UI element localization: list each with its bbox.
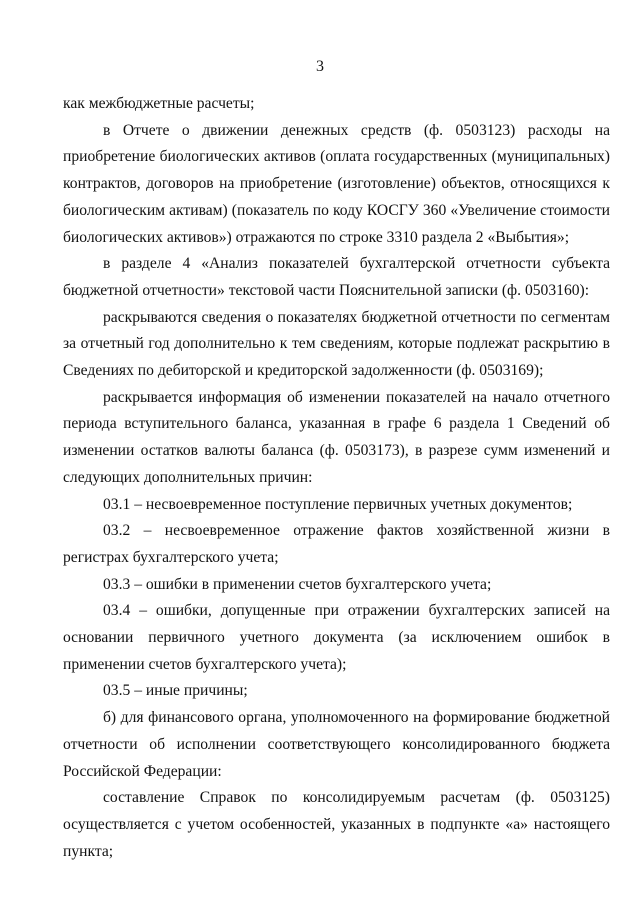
page-number: 3 [316,58,324,75]
paragraph-section-4: в разделе 4 «Анализ показателей бухгалтерской отчетности субъекта бюджетной отчетности» текстовой части Пояснительной записки (ф. 0503160): [63,255,610,299]
paragraph-consolidated-reports: составление Справок по консолидируемым расчетам (ф. 0503125) осуществляется с учетом особенностей, указанных в подпункте «а» настоящего пункта; [63,789,610,860]
paragraph-reason-03-2: 03.2 – несвоевременное отражение фактов хозяйственной жизни в регистрах бухгалтерского учета; [63,522,610,566]
paragraph-financial-body: б) для финансового органа, уполномоченного на формирование бюджетной отчетности об исполнении соответствующего консолидированного бюджета Российской Федерации: [63,709,610,780]
paragraph-reason-03-4: 03.4 – ошибки, допущенные при отражении бухгалтерских записей на основании первичного учетного документа (за исключением ошибок в применении счетов бухгалтерского учета); [63,602,610,673]
paragraph-changes-info: раскрывается информация об изменении показателей на начало отчетного периода вступительного баланса, указанная в графе 6 раздела 1 Сведений об изменении остатков валюты баланса (ф. 0503173), в разрезе сумм изменений и следующих дополнительных причин: [63,388,610,486]
document-body [63,91,610,865]
paragraph-reason-03-1: 03.1 – несвоевременное поступление первичных учетных документов; [103,495,573,513]
paragraph-segments: раскрываются сведения о показателях бюджетной отчетности по сегментам за отчетный год дополнительно к тем сведениям, которые подлежат раскрытию в Сведениях по дебиторской и кредиторской задолженности (ф. 0503169); [63,308,610,380]
paragraph-reason-03-5: 03.5 – иные причины; [103,682,248,700]
paragraph-continuation: как межбюджетные расчеты; [63,95,255,112]
paragraph-cash-flow-report: в Отчете о движении денежных средств (ф. 0503123) расходы на приобретение биологических активов (оплата государственных (муниципальных) контрактов, договоров на приобретение (изготовление) объектов, относящихся к биологическим активам) (показатель по коду КОСГУ 360 «Увеличение стоимости биологических активов») отражаются по строке 3310 раздела 2 «Выбытия»; [63,121,610,246]
paragraph-reason-03-3: 03.3 – ошибки в применении счетов бухгалтерского учета; [103,575,492,593]
